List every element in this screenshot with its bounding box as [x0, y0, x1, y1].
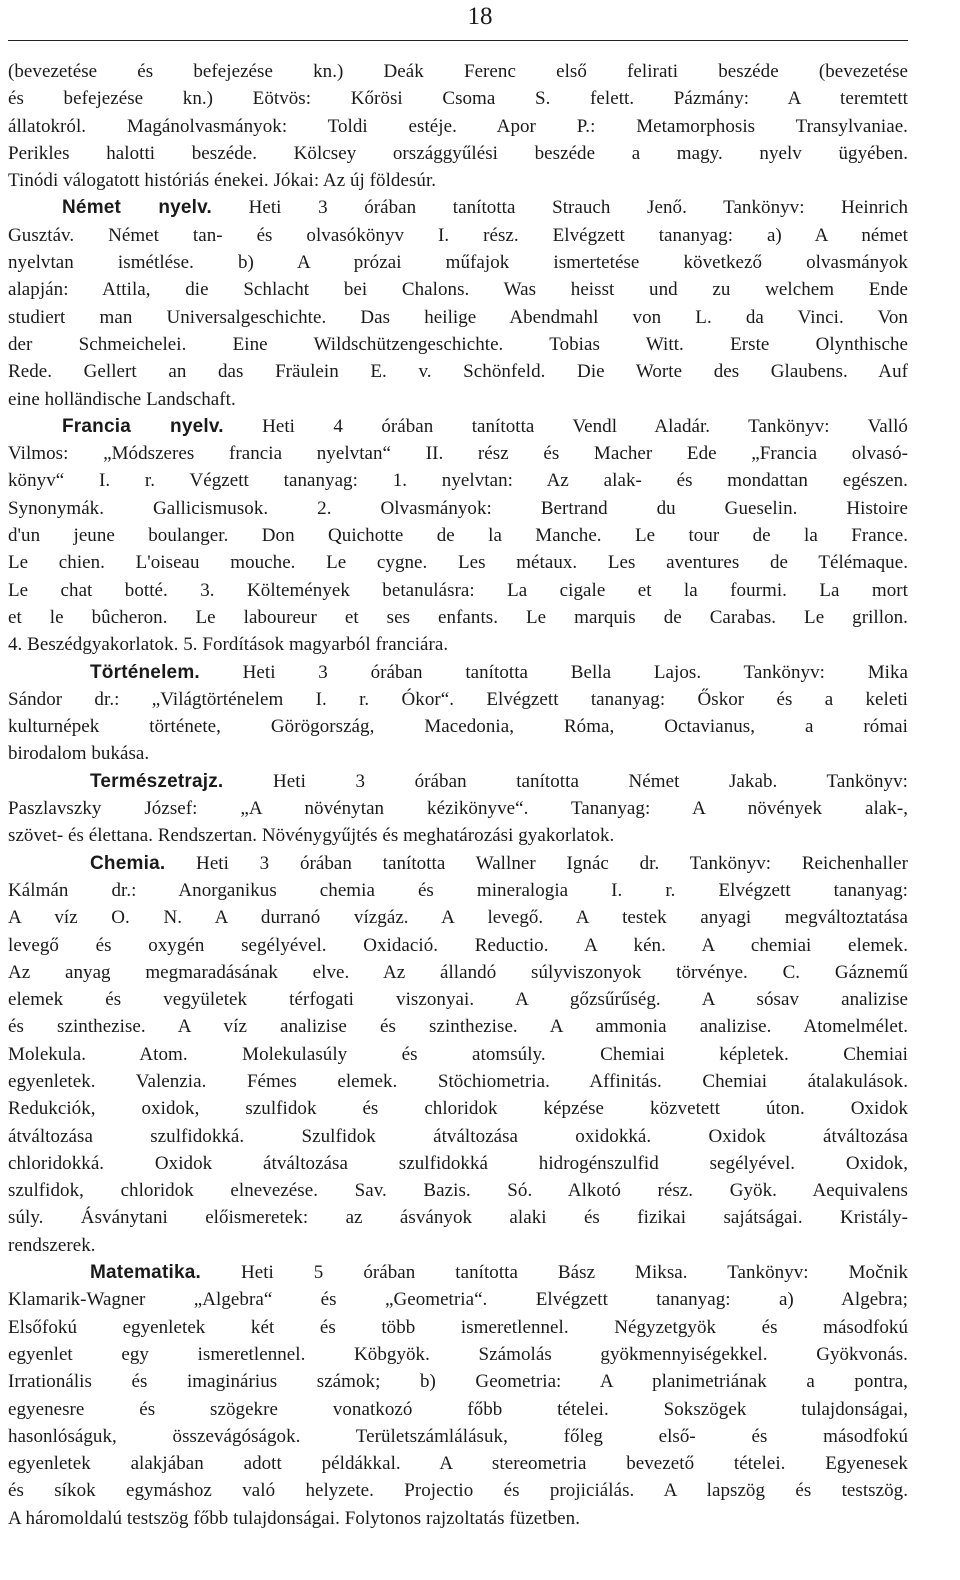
text-line: elemek és vegyületek térfogati viszonyai. A gőzsűrűség. A sósav analizise	[8, 989, 908, 1011]
text-run: Heti 3 órában tanította Wallner Ignác dr. Tankönyv: Reichenhaller	[196, 852, 908, 874]
subject-heading-mathematics: Matematika.	[90, 1262, 201, 1284]
header-rule	[8, 40, 908, 41]
text-line: Le chien. L'oiseau mouche. Le cygne. Les métaux. Les aventures de Télémaque.	[8, 552, 908, 574]
text-line: egyenletek. Valenzia. Fémes elemek. Stöchiometria. Affinitás. Chemiai átalakulások.	[8, 1070, 908, 1092]
text-line: Sándor dr.: „Világtörténelem I. r. Ókor“. Elvégzett tananyag: Őskor és a keleti	[8, 688, 908, 710]
text-line: Tinódi válogatott históriás énekei. Jókai: Az új földesúr.	[8, 170, 437, 192]
text-line: Klamarik-Wagner „Algebra“ és „Geometria“. Elvégzett tananyag: a) Algebra;	[8, 1289, 908, 1311]
paragraph-mathematics	[8, 1259, 908, 1532]
text-line: Synonymák. Gallicismusok. 2. Olvasmányok: Bertrand du Gueselin. Histoire	[8, 497, 908, 519]
text-line: és síkok egymáshoz való helyzete. Projectio és projiciálás. A lapszög és testszög.	[8, 1480, 908, 1502]
text-line: (bevezetése és befejezése kn.) Deák Ferenc első felirati beszéde (bevezetése	[8, 61, 908, 82]
text-line: kulturnépek története, Görögország, Macedonia, Róma, Octavianus, a római	[8, 716, 908, 738]
text-line: szövet- és élettana. Rendszertan. Növénygyűjtés és meghatározási gyakorlatok.	[8, 825, 615, 847]
text-line: Elsőfokú egyenletek két és több ismeretlennel. Négyzetgyök és másodfokú	[8, 1316, 908, 1338]
subject-heading-french: Francia nyelv.	[62, 415, 224, 437]
text-line: eine holländische Landschaft.	[8, 388, 236, 410]
text-line: 4. Beszédgyakorlatok. 5. Fordítások magyarból franciára.	[8, 634, 449, 656]
text-line: rendszerek.	[8, 1234, 96, 1256]
text-line: Irrationális és imaginárius számok; b) Geometria: A planimetriának a pontra,	[8, 1371, 908, 1393]
text-run: Heti 3 órában tanította Német Jakab. Tankönyv:	[273, 770, 908, 792]
text-line: egyenesre és szögekre vonatkozó főbb tételei. Sokszögek tulajdonságai,	[8, 1398, 908, 1420]
text-line: der Schmeichelei. Eine Wildschützengeschichte. Tobias Witt. Erste Olynthische	[8, 333, 908, 355]
paragraph-french	[8, 413, 908, 659]
text-line: Molekula. Atom. Molekulasúly és atomsúly. Chemiai képletek. Chemiai	[8, 1043, 908, 1065]
text-line: könyv“ I. r. Végzett tananyag: 1. nyelvtan: Az alak- és mondattan egészen.	[8, 470, 908, 492]
text-line: d'un jeune boulanger. Don Quichotte de la Manche. Le tour de la France.	[8, 525, 908, 547]
text-line: A víz O. N. A durranó vízgáz. A levegő. A testek anyagi megváltoztatása	[8, 907, 908, 929]
text-line	[8, 1259, 908, 1286]
text-line: hasonlóságuk, összevágóságok. Területszámlálásuk, főleg első- és másodfokú	[8, 1425, 908, 1447]
text-line: szulfidok, chloridok elnevezése. Sav. Bazis. Só. Alkotó rész. Gyök. Aequivalens	[8, 1180, 908, 1202]
page-body	[8, 58, 908, 1532]
text-line: chloridokká. Oxidok átváltozása szulfidokká hidrogénszulfid segélyével. Oxidok,	[8, 1152, 908, 1174]
text-line	[8, 413, 908, 440]
text-line: Gusztáv. Német tan- és olvasókönyv I. rész. Elvégzett tananyag: a) A német	[8, 224, 908, 246]
text-line: Le chat botté. 3. Költemények betanulásra: La cigale et la fourmi. La mort	[8, 579, 908, 601]
text-run: Heti 3 órában tanította Bella Lajos. Tankönyv: Mika	[242, 661, 908, 683]
text-run: Heti 5 órában tanította Bász Miksa. Tankönyv: Močnik	[240, 1262, 908, 1284]
paragraph-hungarian-continuation	[8, 58, 908, 194]
paragraph-chemistry	[8, 850, 908, 1259]
subject-heading-chemistry: Chemia.	[90, 852, 166, 874]
text-line: egyenlet egy ismeretlennel. Köbgyök. Számolás gyökmennyiségekkel. Gyökvonás.	[8, 1343, 908, 1365]
text-line	[8, 659, 908, 686]
paragraph-natural-history	[8, 768, 908, 850]
text-run: Heti 4 órában tanította Vendl Aladár. Tankönyv: Valló	[262, 415, 908, 437]
text-run: Heti 3 órában tanította Strauch Jenő. Tankönyv: Heinrich	[248, 197, 908, 219]
text-line: Paszlavszky József: „A növénytan kézikönyve“. Tananyag: A növények alak-,	[8, 798, 908, 820]
text-line: állatokról. Magánolvasmányok: Toldi estéje. Apor P.: Metamorphosis Transylvaniae.	[8, 115, 908, 137]
text-line: Redukciók, oxidok, szulfidok és chloridok képzése közvetett úton. Oxidok	[8, 1098, 908, 1120]
paragraph-german	[8, 194, 908, 412]
text-line: A háromoldalú testszög főbb tulajdonságai. Folytonos rajzoltatás füzetben.	[8, 1507, 580, 1529]
text-line: Rede. Gellert an das Fräulein E. v. Schönfeld. Die Worte des Glaubens. Auf	[8, 361, 908, 383]
subject-heading-history: Történelem.	[90, 661, 200, 683]
text-line: és szinthezise. A víz analizise és szinthezise. A ammonia analizise. Atomelmélet.	[8, 1016, 908, 1038]
text-line: Vilmos: „Módszeres francia nyelvtan“ II. rész és Macher Ede „Francia olvasó-	[8, 443, 908, 465]
text-line: és befejezése kn.) Eötvös: Kőrösi Csoma S. felett. Pázmány: A teremtett	[8, 88, 908, 110]
text-line: súly. Ásványtani előismeretek: az ásványok alaki és fizikai sajátságai. Kristály-	[8, 1207, 908, 1229]
subject-heading-german: Német nyelv.	[62, 197, 212, 219]
text-line: alapján: Attila, die Schlacht bei Chalons. Was heisst und zu welchem Ende	[8, 279, 908, 301]
text-line: et le bûcheron. Le laboureur et ses enfants. Le marquis de Carabas. Le grillon.	[8, 606, 908, 628]
text-line	[8, 194, 908, 221]
text-line: egyenletek alakjában adott példákkal. A stereometria bevezető tételei. Egyenesek	[8, 1453, 908, 1475]
text-line: studiert man Universalgeschichte. Das heilige Abendmahl von L. da Vinci. Von	[8, 306, 908, 328]
text-line: Perikles halotti beszéde. Kölcsey országgyűlési beszéde a magy. nyelv ügyében.	[8, 142, 908, 164]
text-line: nyelvtan ismétlése. b) A prózai műfajok ismertetése következő olvasmányok	[8, 252, 908, 274]
subject-heading-natural-history: Természetrajz.	[90, 770, 224, 792]
text-line	[8, 850, 908, 877]
text-line: levegő és oxygén segélyével. Oxidació. Reductio. A kén. A chemiai elemek.	[8, 934, 908, 956]
page-number: 18	[467, 3, 493, 30]
text-line: Az anyag megmaradásának elve. Az állandó súlyviszonyok törvénye. C. Gáznemű	[8, 961, 908, 983]
text-line	[8, 768, 908, 795]
text-line: átváltozása szulfidokká. Szulfidok átváltozása oxidokká. Oxidok átváltozása	[8, 1125, 908, 1147]
text-line: Kálmán dr.: Anorganikus chemia és mineralogia I. r. Elvégzett tananyag:	[8, 879, 908, 901]
text-line: birodalom bukása.	[8, 743, 150, 765]
paragraph-history	[8, 659, 908, 768]
